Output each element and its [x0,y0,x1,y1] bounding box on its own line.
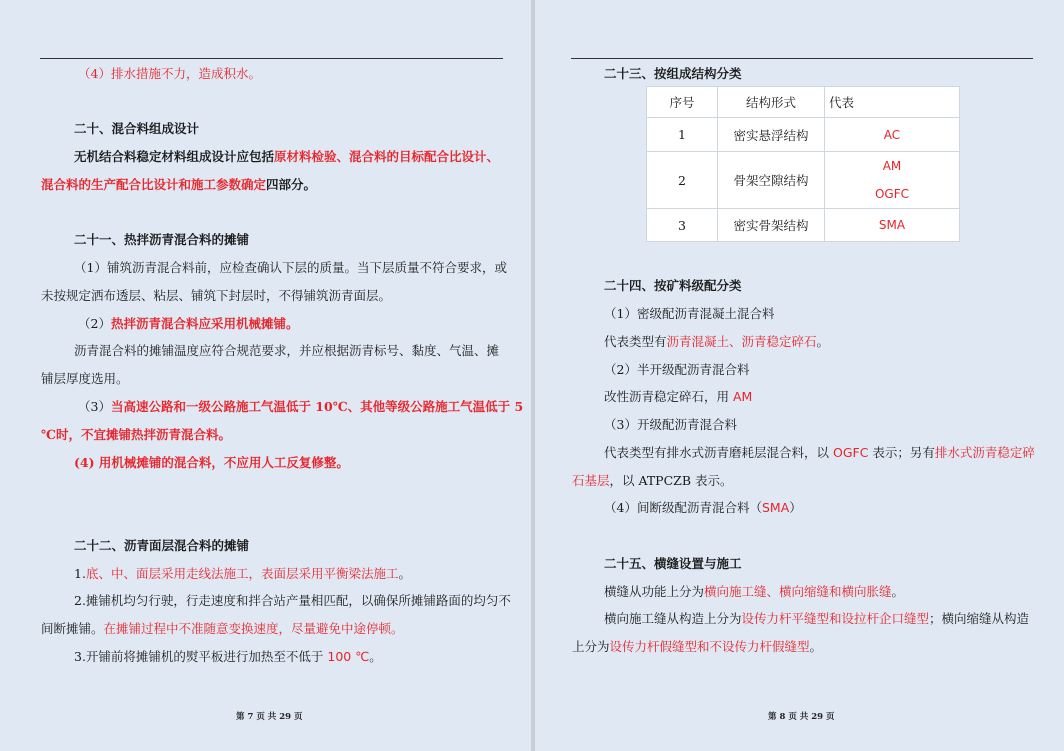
section-22-title: 二十二、沥青面层混合料的摊铺 [74,538,250,553]
page-footer: 第 8 页 共 29 页 [768,712,835,722]
header-cell: 代表 [825,87,960,118]
section-24-line-5: （3）开级配沥青混合料 [604,417,737,432]
cell-code: AC [825,118,960,152]
section-24-line-3: （2）半开级配沥青混合料 [604,362,750,377]
text: 四部分。 [266,177,317,192]
highlight: 底、中、面层采用走线法施工，表面层采用平衡梁法施工 [85,566,399,581]
text: （4）间断级配沥青混合料（ [604,500,762,515]
cell-form: 密实悬浮结构 [718,118,825,152]
text: 无机结合料稳定材料组成设计应包括 [74,149,275,164]
code-line: OGFC [874,187,910,201]
text: ） [789,500,802,515]
text: 3.开铺前将摊铺机的熨平板进行加热至不低于 [74,649,328,664]
section-24-line-4 [604,389,752,405]
cell-form: 骨架空隙结构 [718,152,825,209]
cell-form: 密实骨架结构 [718,209,825,242]
text: （2） [78,316,111,331]
section-21-line-4: 沥青混合料的摊铺温度应符合规范要求，并应根据沥青标号、黏度、气温、摊 [74,343,500,358]
text: ，以 ATPCZB 表示。 [609,473,733,488]
highlight: 石基层 [572,473,610,488]
text: 。 [891,584,905,599]
highlight: 设传力杆平缝型和设拉杆企口缝型 [741,611,930,626]
text: 改性沥青稳定碎石，用 [604,389,733,404]
section-20-line-1 [74,149,499,165]
cell-no: 1 [647,118,718,152]
header-rule [40,58,503,59]
cell-code [825,152,960,209]
section-20-title: 二十、混合料组成设计 [74,121,200,136]
table-row [647,118,960,152]
header-rule [571,58,1033,59]
section-24-line-8 [604,500,802,516]
highlight: 混合料的生产配合比设计和施工参数确定 [41,177,267,192]
text: 。 [369,649,382,664]
highlight: 排水式沥青稳定碎 [934,445,1035,460]
cell-code: SMA [825,209,960,242]
header-cell: 结构形式 [718,87,825,118]
section-25-line-2 [604,611,1029,627]
section-25-title: 二十五、横缝设置与施工 [604,556,742,571]
code-line: AM [882,159,902,173]
section-22-line-4 [74,649,382,665]
structure-table [646,86,960,242]
highlight: 横向施工缝、横向缩缝和横向胀缝 [704,584,892,599]
section-21-line-3 [78,316,298,332]
text: 表示；另有 [868,445,935,460]
text: 。 [398,566,411,581]
header-cell: 序号 [647,87,718,118]
text: ；横向缩缝从构造 [929,611,1030,626]
cell-no: 3 [647,209,718,242]
cell-no: 2 [647,152,718,209]
text: 间断摊铺。 [41,621,104,636]
section-21-line-2: 未按规定洒布透层、粘层、铺筑下封层时，不得铺筑沥青面层。 [41,288,392,303]
table-row [647,152,960,209]
highlight: 当高速公路和一级公路施工气温低于 10℃、其他等级公路施工气温低于 5 [110,399,524,414]
text: 横向施工缝从构造上分为 [604,611,742,626]
section-24-line-2 [604,334,829,350]
section-24-title: 二十四、按矿料级配分类 [604,278,742,293]
section-21-line-5: 铺层厚度选用。 [41,371,129,386]
text: 1. [74,566,86,581]
section-21-line-6 [78,399,523,415]
section-25-line-1 [604,584,904,600]
section-24-line-1: （1）密级配沥青混凝土混合料 [604,306,775,321]
table-row [647,209,960,242]
highlight: AM [732,389,753,404]
section-21-line-7: ℃时，不宜摊铺热拌沥青混合料。 [41,427,231,442]
section-25-line-3 [572,639,822,655]
page-footer: 第 7 页 共 29 页 [236,712,303,722]
highlight: 热拌沥青混合料应采用机械摊铺。 [110,316,299,331]
highlight: 沥青混凝土、沥青稳定碎石 [666,334,817,349]
highlight: 原材料检验、混合料的目标配合比设计、 [274,149,500,164]
section-22-line-2: 2.摊铺机均匀行驶，行走速度和拌合站产量相匹配，以确保所摊铺路面的均匀不 [74,593,511,608]
section-22-line-3 [41,621,404,637]
section-21-line-1: （1）铺筑沥青混合料前，应检查确认下层的质量。当下层质量不符合要求，或 [74,260,507,275]
text: （3） [78,399,111,414]
highlight: 设传力杆假缝型和不设传力杆假缝型 [609,639,810,654]
highlight: OGFC [832,445,869,460]
page-7 [0,0,531,751]
text: 。 [816,334,830,349]
highlight: SMA [761,500,790,515]
section-21-title: 二十一、热拌沥青混合料的摊铺 [74,232,250,247]
text: 横缝从功能上分为 [604,584,705,599]
table-header-row [647,87,960,118]
drainage-item: （4）排水措施不力，造成积水。 [78,66,261,81]
page-8 [535,0,1064,751]
text: 。 [809,639,823,654]
section-21-line-8: (4) 用机械摊铺的混合料，不应用人工反复修整。 [74,455,349,470]
text: 上分为 [572,639,610,654]
highlight: 100 ℃ [327,649,370,664]
text: 代表类型有 [604,334,667,349]
section-22-line-1 [74,566,411,582]
section-20-line-2 [41,177,316,193]
text: 代表类型有排水式沥青磨耗层混合料，以 [604,445,833,460]
section-23-title: 二十三、按组成结构分类 [604,66,742,81]
section-24-line-7 [572,473,733,489]
section-24-line-6 [604,445,1035,461]
highlight: 在摊铺过程中不准随意变换速度，尽量避免中途停顿。 [103,621,404,636]
